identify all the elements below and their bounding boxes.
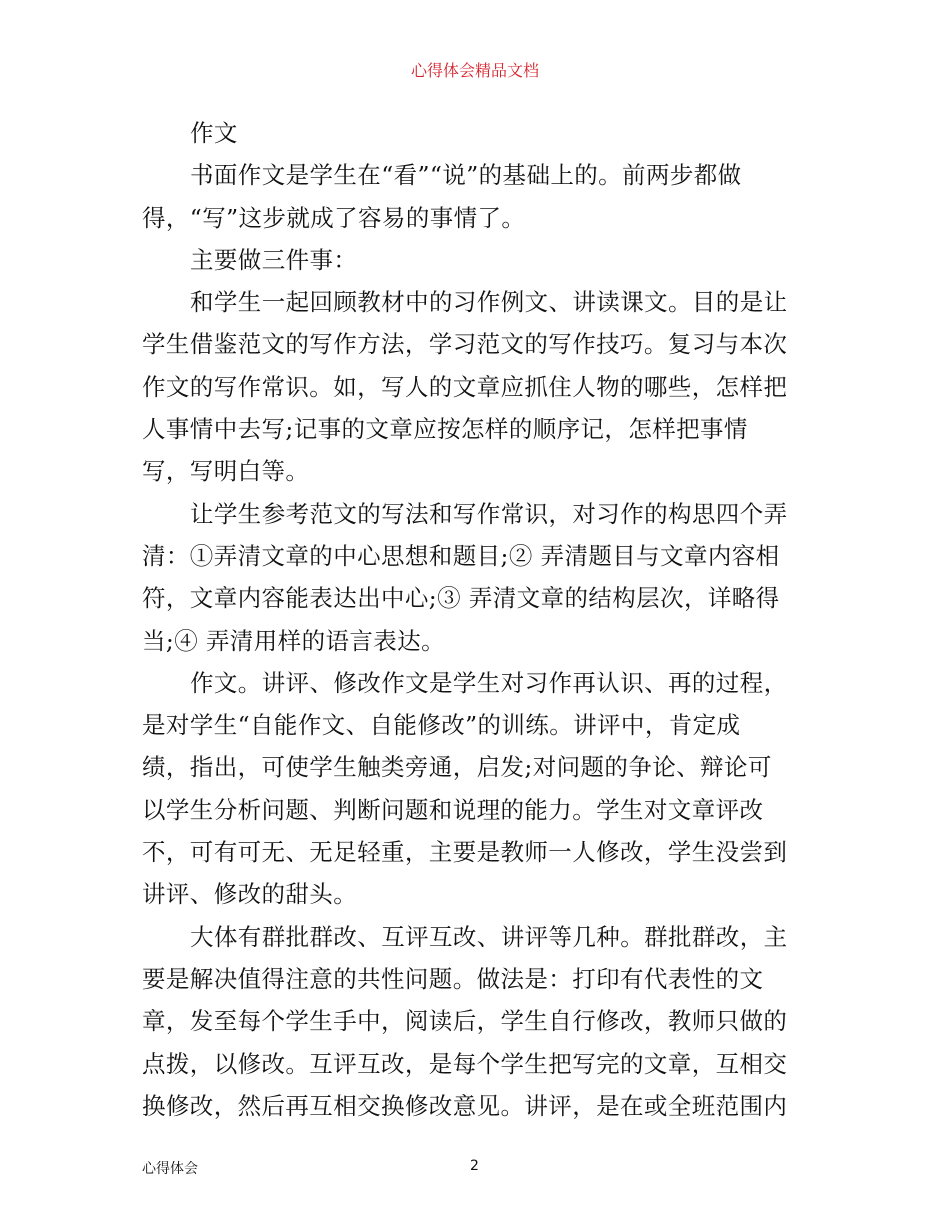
text-line: 书面作文是学生在“看”“说”的基础上的。前两步都做: [190, 161, 742, 190]
text-line: 要是解决值得注意的共性问题。做法是：打印有代表性的文: [142, 964, 764, 993]
page-footer: [0, 1158, 950, 1178]
text-line: 当;④ 弄清用样的语言表达。: [142, 626, 445, 655]
text-line: 让学生参考范文的写法和写作常识，对习作的构思四个弄: [190, 499, 788, 528]
text-line: 作文。讲评、修改作文是学生对习作再认识、再的过程，: [190, 668, 788, 697]
text-line: 点拨，以修改。互评互改，是每个学生把写完的文章，互相交: [142, 1049, 788, 1078]
text-line: 章，发至每个学生手中，阅读后，学生自行修改，教师只做的: [142, 1007, 788, 1036]
text-line: 作文的写作常识。如，写人的文章应抓住人物的哪些，怎样把: [142, 372, 788, 401]
text-line: 得，“写”这步就成了容易的事情了。: [142, 203, 526, 232]
text-line: 符，文章内容能表达出中心;③ 弄清文章的结构层次，详略得: [142, 584, 780, 613]
text-line: 不，可有可无、无足轻重，主要是教师一人修改，学生没尝到: [142, 838, 788, 867]
text-line: 清：①弄清文章的中心思想和题目;② 弄清题目与文章内容相: [142, 541, 780, 570]
text-line: 大体有群批群改、互评互改、讲评等几种。群批群改，主: [190, 922, 788, 951]
text-line: 作文: [190, 119, 238, 147]
page-header-title: 心得体会精品文档: [410, 61, 539, 80]
text-line: 人事情中去写;记事的文章应按怎样的顺序记，怎样把事情: [142, 415, 748, 444]
page-number: 2: [470, 1158, 479, 1174]
text-line: 讲评、修改的甜头。: [142, 880, 358, 909]
text-line: 和学生一起回顾教材中的习作例文、讲读课文。目的是让: [190, 288, 788, 317]
text-line: 是对学生“自能作文、自能修改”的训练。讲评中，肯定成: [142, 711, 741, 740]
document-body: [142, 112, 812, 1127]
text-line: 以学生分析问题、判断问题和说理的能力。学生对文章评改: [142, 795, 764, 824]
text-line: 绩，指出，可使学生触类旁通，启发;对问题的争论、辩论可: [142, 753, 772, 782]
text-line: 学生借鉴范文的写作方法，学习范文的写作技巧。复习与本次: [142, 330, 788, 359]
footer-label: 心得体会: [142, 1161, 198, 1177]
text-line: 写，写明白等。: [142, 457, 310, 486]
text-line: 主要做三件事：: [190, 245, 358, 274]
text-line: 换修改，然后再互相交换修改意见。讲评，是在或全班范围内: [142, 1091, 788, 1120]
